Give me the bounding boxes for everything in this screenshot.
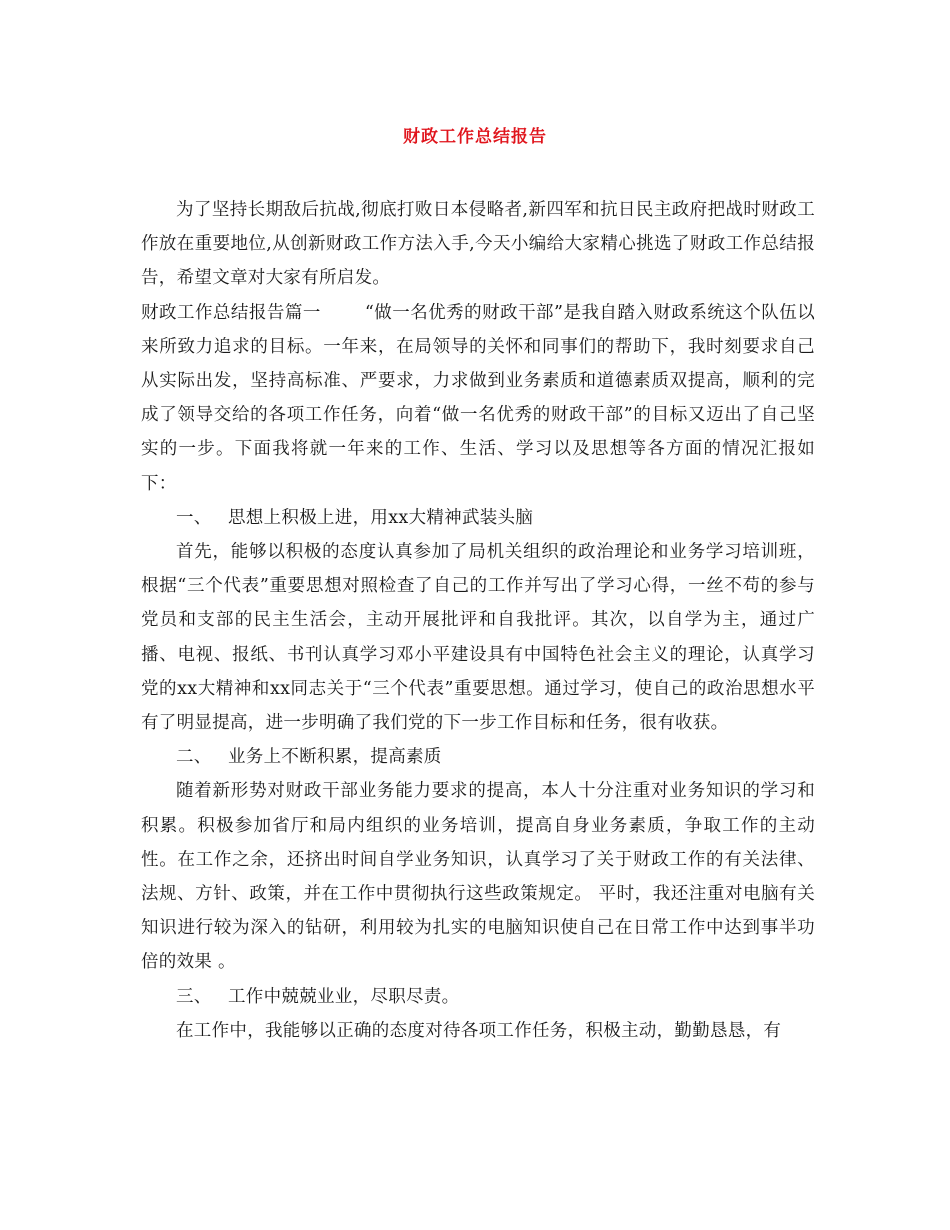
section-heading-2 bbox=[141, 740, 815, 774]
part-text: “做一名优秀的财政干部”是我自踏入财政系统这个队伍以来所致力追求的目标。一年来，在局领导的关怀和同事们的帮助下，我时刻要求自己从实际出发，坚持高标准、严要求，力求做到业务素质和道德素质双提高，顺利的完成了领导交给的各项工作任务，向着“做一名优秀的财政干部”的目标又迈出了自己坚实的一步。下面我将就一年来的工作、生活、学习以及思想等各方面的情况汇报如下： bbox=[141, 302, 816, 494]
section-heading-text-3: 工作中兢兢业业，尽职尽责。 bbox=[228, 986, 460, 1007]
part-paragraph bbox=[141, 296, 815, 501]
document-body bbox=[141, 193, 815, 1048]
section-heading-text-2: 业务上不断积累，提高素质 bbox=[228, 747, 442, 768]
document-title: 财政工作总结报告 bbox=[403, 127, 547, 147]
section-paragraph-1: 首先，能够以积极的态度认真参加了局机关组织的政治理论和业务学习培训班，根据“三个代表”重要思想对照检查了自己的工作并写出了学习心得，一丝不苟的参与党员和支部的民主生活会，主动开展批评和自我批评。其次，以自学为主，通过广播、电视、报纸、书刊认真学习邓小平建设具有中国特色社会主义的理论，认真学习党的xx大精神和xx同志关于“三个代表”重要思想。通过学习，使自己的政治思想水平有了明显提高，进一步明确了我们党的下一步工作目标和任务，很有收获。 bbox=[141, 542, 815, 734]
section-heading-3 bbox=[141, 980, 815, 1014]
section-heading-text-1: 思想上积极上进，用xx大精神武装头脑 bbox=[228, 507, 534, 528]
section-paragraph-3: 在工作中，我能够以正确的态度对待各项工作任务，积极主动，勤勤恳恳，有 bbox=[176, 1020, 782, 1041]
section-number-3: 三、 bbox=[176, 986, 212, 1007]
section-number-2: 二、 bbox=[176, 747, 212, 768]
part-label: 财政工作总结报告篇一 bbox=[141, 302, 321, 323]
intro-paragraph: 为了坚持长期敌后抗战,彻底打败日本侵略者,新四军和抗日民主政府把战时财政工作放在重要地位,从创新财政工作方法入手,今天小编给大家精心挑选了财政工作总结报告，希望文章对大家有所启发。 bbox=[141, 200, 815, 289]
section-number-1: 一、 bbox=[176, 507, 212, 528]
section-heading-1 bbox=[141, 501, 815, 535]
section-paragraph-2: 随着新形势对财政干部业务能力要求的提高，本人十分注重对业务知识的学习和积累。积极参加省厅和局内组织的业务培训，提高自身业务素质，争取工作的主动性。在工作之余，还挤出时间自学业务知识，认真学习了关于财政工作的有关法律、法规、方针、政策，并在工作中贯彻执行这些政策规定。 平时，我还注重对电脑有关知识进行较为深入的钻研，利用较为扎实的电脑知识使自己在日常工作中达到事半功倍的效果 。 bbox=[141, 781, 815, 973]
